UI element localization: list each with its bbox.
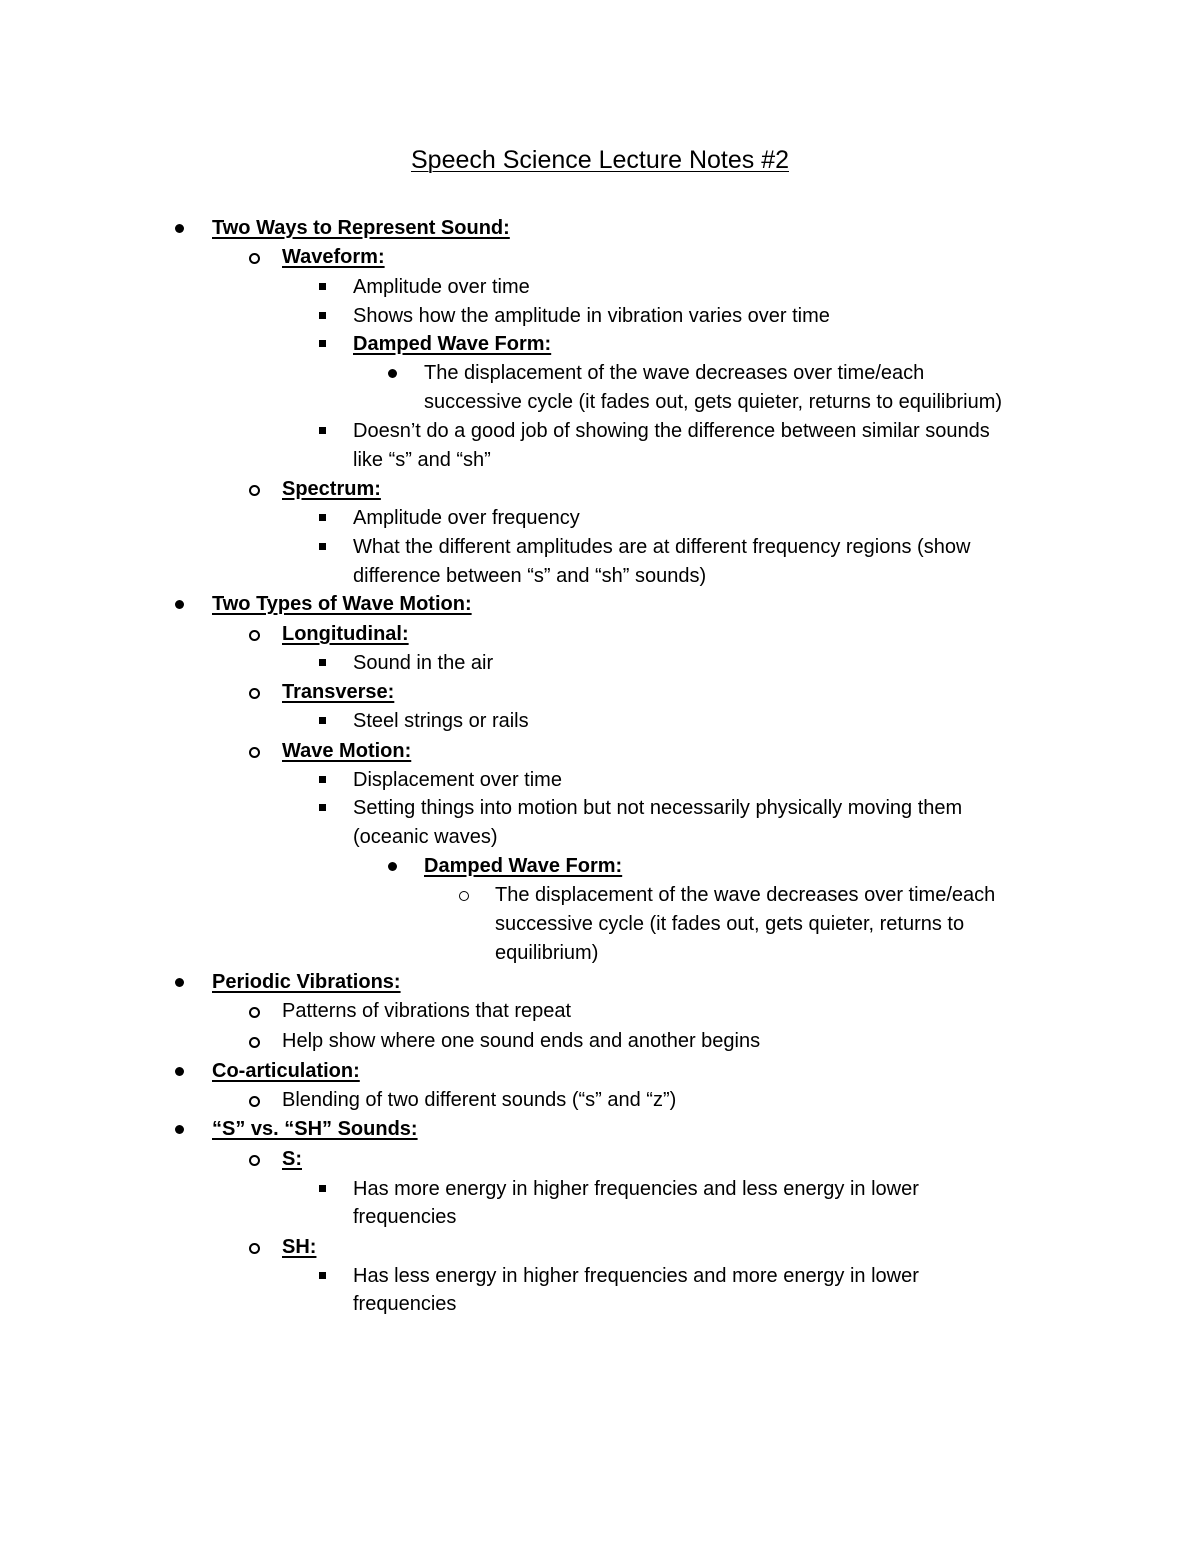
bullet-square: [319, 659, 326, 666]
subheading: Longitudinal:: [282, 623, 409, 645]
list-item: The displacement of the wave decreases over time/each: [424, 362, 925, 384]
list-item-continuation: frequencies: [353, 1206, 457, 1228]
list-item: Steel strings or rails: [353, 710, 529, 732]
bullet-ring: [249, 1037, 260, 1048]
subheading: Wave Motion:: [282, 740, 412, 762]
bullet-square: [319, 543, 326, 550]
list-item-continuation: (oceanic waves): [353, 826, 498, 848]
list-item: Help show where one sound ends and another begins: [282, 1030, 761, 1052]
bullet-ring: [249, 253, 260, 264]
bullet-square: [319, 312, 326, 319]
bullet-ring: [249, 1243, 260, 1254]
section-heading: “S” vs. “SH” Sounds:: [212, 1118, 418, 1140]
bullet-dot: [388, 862, 397, 871]
list-item-continuation: successive cycle (it fades out, gets quieter, returns to equilibrium): [424, 391, 1003, 413]
bullet-square: [319, 717, 326, 724]
list-item-continuation: equilibrium): [495, 942, 599, 964]
bullet-square: [319, 340, 326, 347]
bullet-ring: [249, 1007, 260, 1018]
bullet-ring: [249, 1096, 260, 1107]
list-item: Setting things into motion but not necessarily physically moving them: [353, 797, 963, 819]
bullet-square: [319, 427, 326, 434]
list-item: Patterns of vibrations that repeat: [282, 1000, 572, 1022]
list-item: What the different amplitudes are at different frequency regions (show: [353, 536, 971, 558]
bullet-dot: [175, 1125, 184, 1134]
subheading: Waveform:: [282, 246, 385, 268]
list-item: Sound in the air: [353, 652, 494, 674]
bullet-dot: [388, 369, 397, 378]
bullet-ring: [459, 891, 469, 901]
list-item: The displacement of the wave decreases over time/each: [495, 884, 996, 906]
bullet-ring: [249, 688, 260, 699]
section-heading: Two Ways to Represent Sound:: [212, 217, 510, 239]
list-item: Has more energy in higher frequencies and less energy in lower: [353, 1178, 919, 1200]
bullet-dot: [175, 224, 184, 233]
subheading: S:: [282, 1148, 302, 1170]
bullet-square: [319, 283, 326, 290]
bullet-ring: [249, 747, 260, 758]
bullet-dot: [175, 1067, 184, 1076]
list-item: Blending of two different sounds (“s” and “z”): [282, 1089, 677, 1111]
page-title: Speech Science Lecture Notes #2: [410, 146, 789, 174]
list-item: Has less energy in higher frequencies and more energy in lower: [353, 1265, 919, 1287]
list-item: Amplitude over frequency: [353, 507, 580, 529]
subheading: SH:: [282, 1236, 317, 1258]
bullet-dot: [175, 978, 184, 987]
bullet-square: [319, 804, 326, 811]
list-item-continuation: frequencies: [353, 1293, 457, 1315]
subheading: Damped Wave Form:: [353, 333, 552, 355]
bullet-square: [319, 1185, 326, 1192]
list-item-continuation: like “s” and “sh”: [353, 449, 491, 471]
list-item: Doesn’t do a good job of showing the difference between similar sounds: [353, 420, 990, 442]
list-item-continuation: difference between “s” and “sh” sounds): [353, 565, 707, 587]
list-item: Amplitude over time: [353, 276, 530, 298]
subheading: Spectrum:: [282, 478, 381, 500]
bullet-ring: [249, 485, 260, 496]
subheading: Transverse:: [282, 681, 395, 703]
list-item: Displacement over time: [353, 769, 562, 791]
bullet-square: [319, 514, 326, 521]
bullet-ring: [249, 630, 260, 641]
subheading: Damped Wave Form:: [424, 855, 623, 877]
section-heading: Periodic Vibrations:: [212, 971, 401, 993]
bullet-square: [319, 776, 326, 783]
section-heading: Co-articulation:: [212, 1060, 360, 1082]
list-item: Shows how the amplitude in vibration varies over time: [353, 305, 830, 327]
bullet-dot: [175, 600, 184, 609]
bullet-ring: [249, 1155, 260, 1166]
bullet-square: [319, 1272, 326, 1279]
section-heading: Two Types of Wave Motion:: [212, 593, 472, 615]
list-item-continuation: successive cycle (it fades out, gets quieter, returns to: [495, 913, 965, 935]
